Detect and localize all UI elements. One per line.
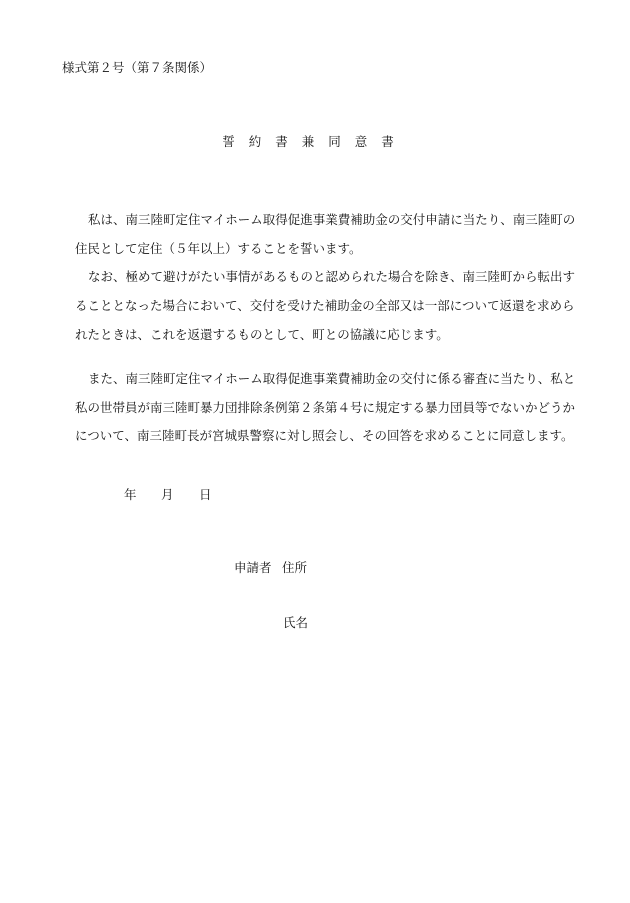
consent-line-3: について、南三陸町長が宮城県警察に対し照会し、その回答を求めることに同意します。 [75, 428, 574, 443]
pledge-line-4: ることとなった場合において、交付を受けた補助金の全部又は一部について返還を求めら [75, 298, 575, 313]
date-day-label: 日 [199, 487, 212, 502]
pledge-line-3: なお、極めて避けがたい事情があるものと認められた場合を除き、南三陸町から転出す [88, 269, 576, 284]
document-title: 誓約書兼同意書 [222, 134, 408, 149]
date-year-label: 年 [124, 487, 137, 502]
pledge-line-1: 私は、南三陸町定住マイホーム取得促進事業費補助金の交付申請に当たり、南三陸町の [88, 212, 576, 227]
pledge-line-2: 住民として定住（５年以上）することを誓います。 [75, 241, 362, 256]
pledge-line-5: れたときは、これを返還するものとして、町との協議に応じます。 [75, 327, 449, 342]
name-label: 氏名 [283, 615, 309, 630]
form-number: 様式第２号（第７条関係） [62, 60, 213, 75]
address-label: 住所 [282, 560, 308, 575]
consent-line-2: 私の世帯員が南三陸町暴力団排除条例第２条第４号に規定する暴力団員等でないかどうか [75, 400, 576, 415]
applicant-label: 申請者 [234, 560, 272, 575]
consent-line-1: また、南三陸町定住マイホーム取得促進事業費補助金の交付に係る審査に当たり、私と [88, 371, 576, 386]
date-month-label: 月 [161, 487, 174, 502]
